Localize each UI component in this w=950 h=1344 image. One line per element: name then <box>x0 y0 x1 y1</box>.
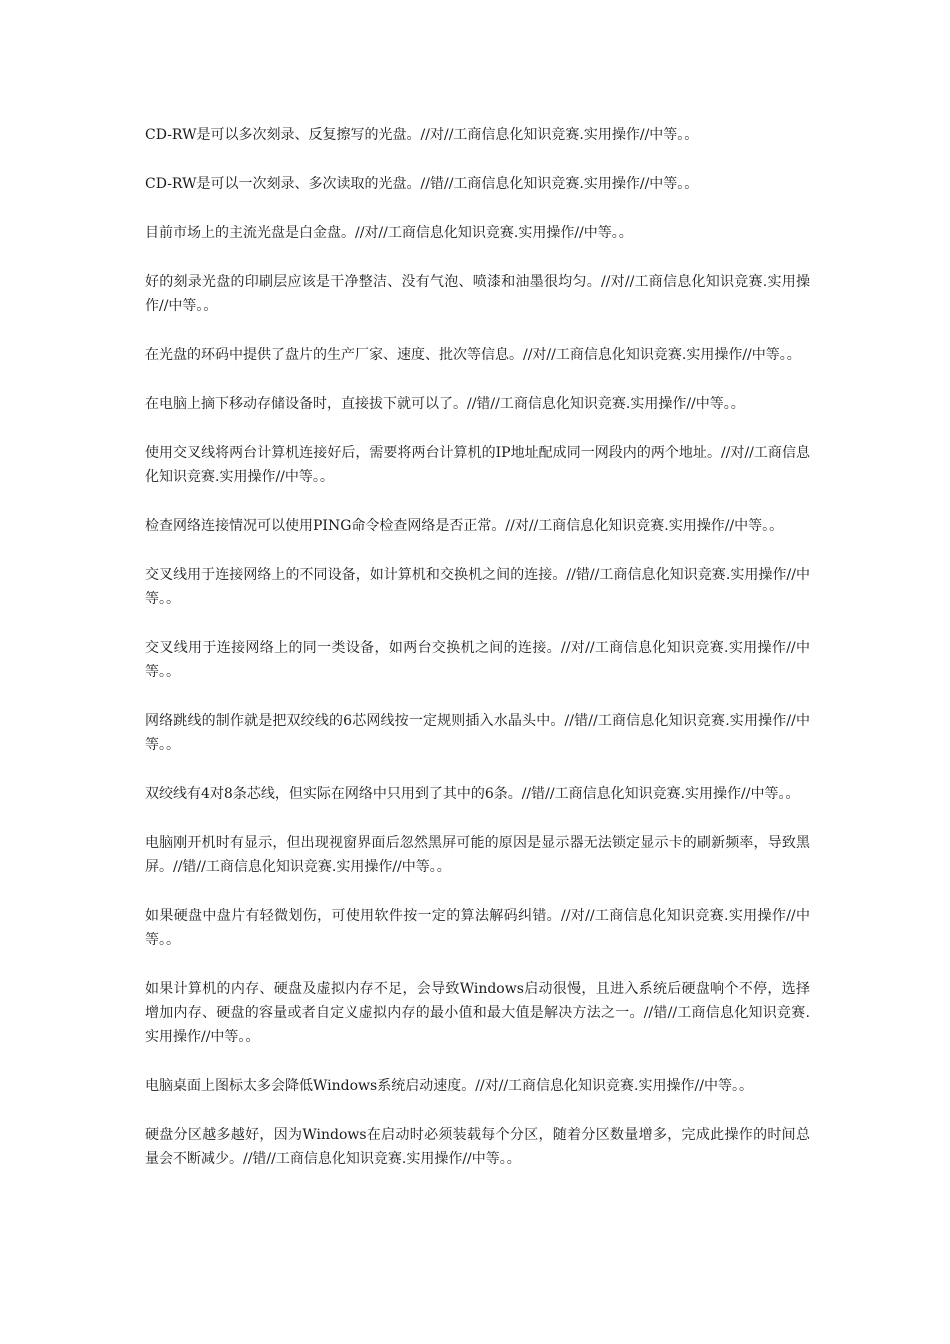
paragraph: 检查网络连接情况可以使用PING命令检查网络是否正常。//对//工商信息化知识竞赛.实用操作//中等。。 <box>145 518 784 534</box>
paragraph: 交叉线用于连接网络上的不同设备，如计算机和交换机之间的连接。//错//工商信息化知识竞赛.实用操作//中等。。 <box>145 567 810 607</box>
paragraph: 网络跳线的制作就是把双绞线的6芯网线按一定规则插入水晶头中。//错//工商信息化知识竞赛.实用操作//中等。。 <box>145 713 810 753</box>
paragraph: 如果计算机的内存、硬盘及虚拟内存不足，会导致Windows启动很慢，且进入系统后硬盘响个不停，选择增加内存、硬盘的容量或者自定义虚拟内存的最小值和最大值是解决方法之一。//错//工商信息化知识竞赛.实用操作//中等。。 <box>145 981 810 1045</box>
paragraph: 硬盘分区越多越好，因为Windows在启动时必须装载每个分区，随着分区数量增多，完成此操作的时间总量会不断减少。//错//工商信息化知识竞赛.实用操作//中等。。 <box>145 1127 810 1167</box>
paragraph: 双绞线有4对8条芯线，但实际在网络中只用到了其中的6条。//错//工商信息化知识竞赛.实用操作//中等。。 <box>145 786 800 802</box>
paragraph: 电脑刚开机时有显示，但出现视窗界面后忽然黑屏可能的原因是显示器无法锁定显示卡的刷新频率，导致黑屏。//错//工商信息化知识竞赛.实用操作//中等。。 <box>145 835 810 875</box>
paragraph: 使用交叉线将两台计算机连接好后，需要将两台计算机的IP地址配成同一网段内的两个地址。//对//工商信息化知识竞赛.实用操作//中等。。 <box>145 445 810 485</box>
paragraph: 在电脑上摘下移动存储设备时，直接拔下就可以了。//错//工商信息化知识竞赛.实用操作//中等。。 <box>145 396 745 412</box>
document-body <box>145 123 810 1196</box>
paragraph: 如果硬盘中盘片有轻微划伤，可使用软件按一定的算法解码纠错。//对//工商信息化知识竞赛.实用操作//中等。。 <box>145 908 810 948</box>
paragraph: CD-RW是可以一次刻录、多次读取的光盘。//错//工商信息化知识竞赛.实用操作//中等。。 <box>145 176 699 192</box>
paragraph: CD-RW是可以多次刻录、反复擦写的光盘。//对//工商信息化知识竞赛.实用操作//中等。。 <box>145 127 699 143</box>
paragraph: 交叉线用于连接网络上的同一类设备，如两台交换机之间的连接。//对//工商信息化知识竞赛.实用操作//中等。。 <box>145 640 810 680</box>
paragraph: 在光盘的环码中提供了盘片的生产厂家、速度、批次等信息。//对//工商信息化知识竞赛.实用操作//中等。。 <box>145 347 801 363</box>
paragraph: 目前市场上的主流光盘是白金盘。//对//工商信息化知识竞赛.实用操作//中等。。 <box>145 225 633 241</box>
paragraph: 电脑桌面上图标太多会降低Windows系统启动速度。//对//工商信息化知识竞赛.实用操作//中等。。 <box>145 1078 753 1094</box>
paragraph: 好的刻录光盘的印刷层应该是干净整洁、没有气泡、喷漆和油墨很均匀。//对//工商信息化知识竞赛.实用操作//中等。。 <box>145 274 810 314</box>
